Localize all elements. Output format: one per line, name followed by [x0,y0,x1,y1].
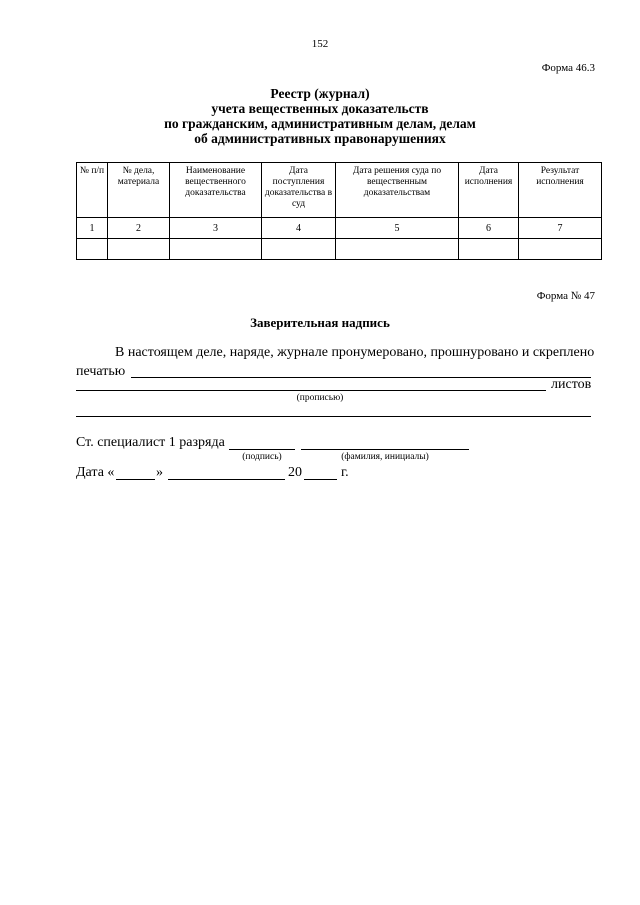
name-underline [301,449,469,450]
certification-title: Заверительная надпись [250,315,390,330]
table-number-row [77,218,602,239]
signature-hint: (подпись) [242,452,282,462]
date-month-underline [168,479,285,480]
number-cell: 6 [459,218,519,239]
empty-cell [519,239,602,260]
date-year: 20 [288,465,302,480]
sheets-count-underline [76,390,546,391]
table-empty-row [77,239,602,260]
date-year-underline [304,479,337,480]
empty-cell [77,239,108,260]
in-words-hint: (прописью) [296,393,344,403]
header-cell: Дата исполнения [459,163,519,218]
empty-cell [262,239,336,260]
certification-paragraph: В настоящем деле, наряде, журнале пронумеровано, прошнуровано и скреплено [115,345,595,360]
name-hint: (фамилия, инициалы) [341,452,429,462]
form-47-label: Форма № 47 [536,290,595,302]
empty-cell [336,239,459,260]
seal-label: печатью [76,364,126,379]
date-prefix: Дата « [76,465,115,480]
sheets-label: листов [551,377,592,392]
date-day-underline [116,479,155,480]
header-cell: Результат исполнения [519,163,602,218]
header-cell: № дела, материала [108,163,170,218]
registry-title-line-3: по гражданским, административным делам, делам [164,116,476,131]
number-cell: 1 [77,218,108,239]
empty-cell [459,239,519,260]
table-header-row [77,163,602,218]
registry-title-line-2: учета вещественных доказательств [211,101,429,116]
registry-title [0,86,640,146]
extra-underline [76,416,591,417]
number-cell: 5 [336,218,459,239]
registry-title-line-4: об административных правонарушениях [194,131,446,146]
date-suffix: г. [341,465,349,480]
number-cell: 2 [108,218,170,239]
number-cell: 7 [519,218,602,239]
header-cell: № п/п [77,163,108,218]
page-number: 152 [311,38,329,50]
date-day-close: » [156,465,163,480]
header-cell: Дата решения суда по вещественным доказательствам [336,163,459,218]
seal-underline [131,377,591,378]
registry-title-line-1: Реестр (журнал) [270,86,370,101]
number-cell: 3 [170,218,262,239]
signature-underline [229,449,295,450]
number-cell: 4 [262,218,336,239]
specialist-label: Ст. специалист 1 разряда [76,435,225,450]
header-cell: Наименование вещественного доказательства [170,163,262,218]
empty-cell [170,239,262,260]
registry-table [76,162,602,260]
header-cell: Дата поступления доказательства в суд [262,163,336,218]
form-46-label: Форма 46.3 [541,62,595,74]
empty-cell [108,239,170,260]
